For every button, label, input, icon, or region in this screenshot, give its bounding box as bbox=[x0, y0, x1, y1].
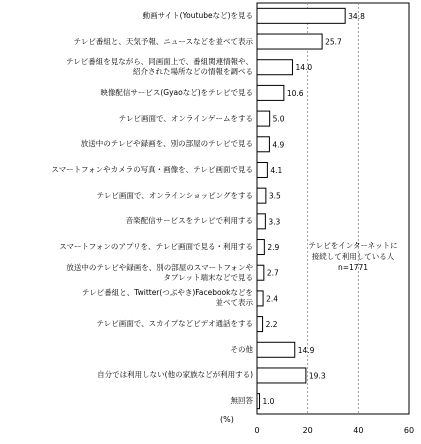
bar bbox=[257, 8, 345, 23]
bar bbox=[257, 85, 284, 100]
bar bbox=[257, 162, 267, 177]
value-label: 14.9 bbox=[297, 345, 315, 355]
category-label: スマートフォンやカメラの写真・画像を、テレビ画面で見る bbox=[51, 164, 253, 174]
value-label: 2.4 bbox=[266, 294, 279, 304]
category-label: スマートフォンのアプリを、テレビ画面で見る・利用する bbox=[59, 242, 253, 252]
bar bbox=[257, 111, 270, 126]
bar bbox=[257, 60, 292, 75]
category-label: テレビ番組と、Twitter(つぶやき)Facebookなどを 並べて表示 bbox=[81, 288, 253, 308]
bar bbox=[257, 34, 322, 49]
value-label: 19.3 bbox=[308, 371, 326, 381]
bar bbox=[257, 137, 269, 152]
category-label: テレビ画面で、オンラインショッピングをする bbox=[96, 190, 253, 200]
value-label: 3.5 bbox=[268, 191, 281, 201]
bar bbox=[257, 188, 266, 203]
value-label: 14.0 bbox=[295, 63, 313, 73]
bar bbox=[257, 240, 264, 255]
value-label: 3.3 bbox=[268, 217, 281, 227]
category-label: テレビ番組と、天気予報、ニュースなどを並べて表示 bbox=[73, 36, 253, 46]
category-label: 音楽配信サービスをテレビで利用する bbox=[125, 216, 253, 226]
category-label: 放送中のテレビや録画を、別の部屋のスマートフォンや タブレット端末などで見る bbox=[66, 262, 253, 282]
value-label: 34.8 bbox=[348, 11, 365, 21]
value-label: 5.0 bbox=[272, 114, 285, 124]
value-label: 4.9 bbox=[272, 140, 285, 150]
bar bbox=[257, 214, 265, 229]
category-label: 放送中のテレビや録画を、別の部屋のテレビで見る bbox=[80, 139, 253, 149]
bar bbox=[257, 291, 263, 306]
bar bbox=[257, 317, 263, 332]
value-label: 2.2 bbox=[265, 320, 278, 330]
value-label: 10.6 bbox=[286, 88, 304, 98]
category-label: 動画サイト(Youtubeなど)を見る bbox=[142, 10, 253, 20]
value-label: 2.9 bbox=[267, 243, 280, 253]
category-label: テレビ番組を見ながら、同画面上で、番組関連情報や、 紹介された場所などの情報を調べる bbox=[65, 57, 253, 77]
category-label: テレビ画面で、オンラインゲームをする bbox=[118, 113, 253, 123]
value-label: 1.0 bbox=[262, 397, 275, 407]
sample-note: テレビをインターネットに 接続して利用している人 n=1771 bbox=[308, 241, 398, 272]
bar bbox=[257, 342, 295, 357]
x-tick-label: 40 bbox=[353, 426, 364, 435]
bar bbox=[257, 394, 260, 409]
bar bbox=[257, 368, 306, 383]
x-tick-label: 60 bbox=[403, 426, 415, 435]
value-label: 2.7 bbox=[266, 268, 279, 278]
category-label: 映像配信サービス(Gyaoなど)をテレビで見る bbox=[100, 87, 253, 97]
value-label: 25.7 bbox=[325, 37, 342, 47]
category-label: 無回答 bbox=[230, 396, 253, 406]
x-tick-label: 20 bbox=[302, 426, 313, 435]
category-label: 自分では利用しない(他の家族などが利用する) bbox=[97, 370, 253, 380]
category-label: その他 bbox=[230, 344, 253, 354]
value-label: 4.1 bbox=[270, 165, 283, 175]
bar bbox=[257, 265, 264, 280]
x-tick-label: 0 bbox=[254, 426, 260, 435]
category-label: テレビ画面で、スカイプなどビデオ通話をする bbox=[96, 319, 253, 329]
unit-label: (%) bbox=[220, 415, 234, 424]
